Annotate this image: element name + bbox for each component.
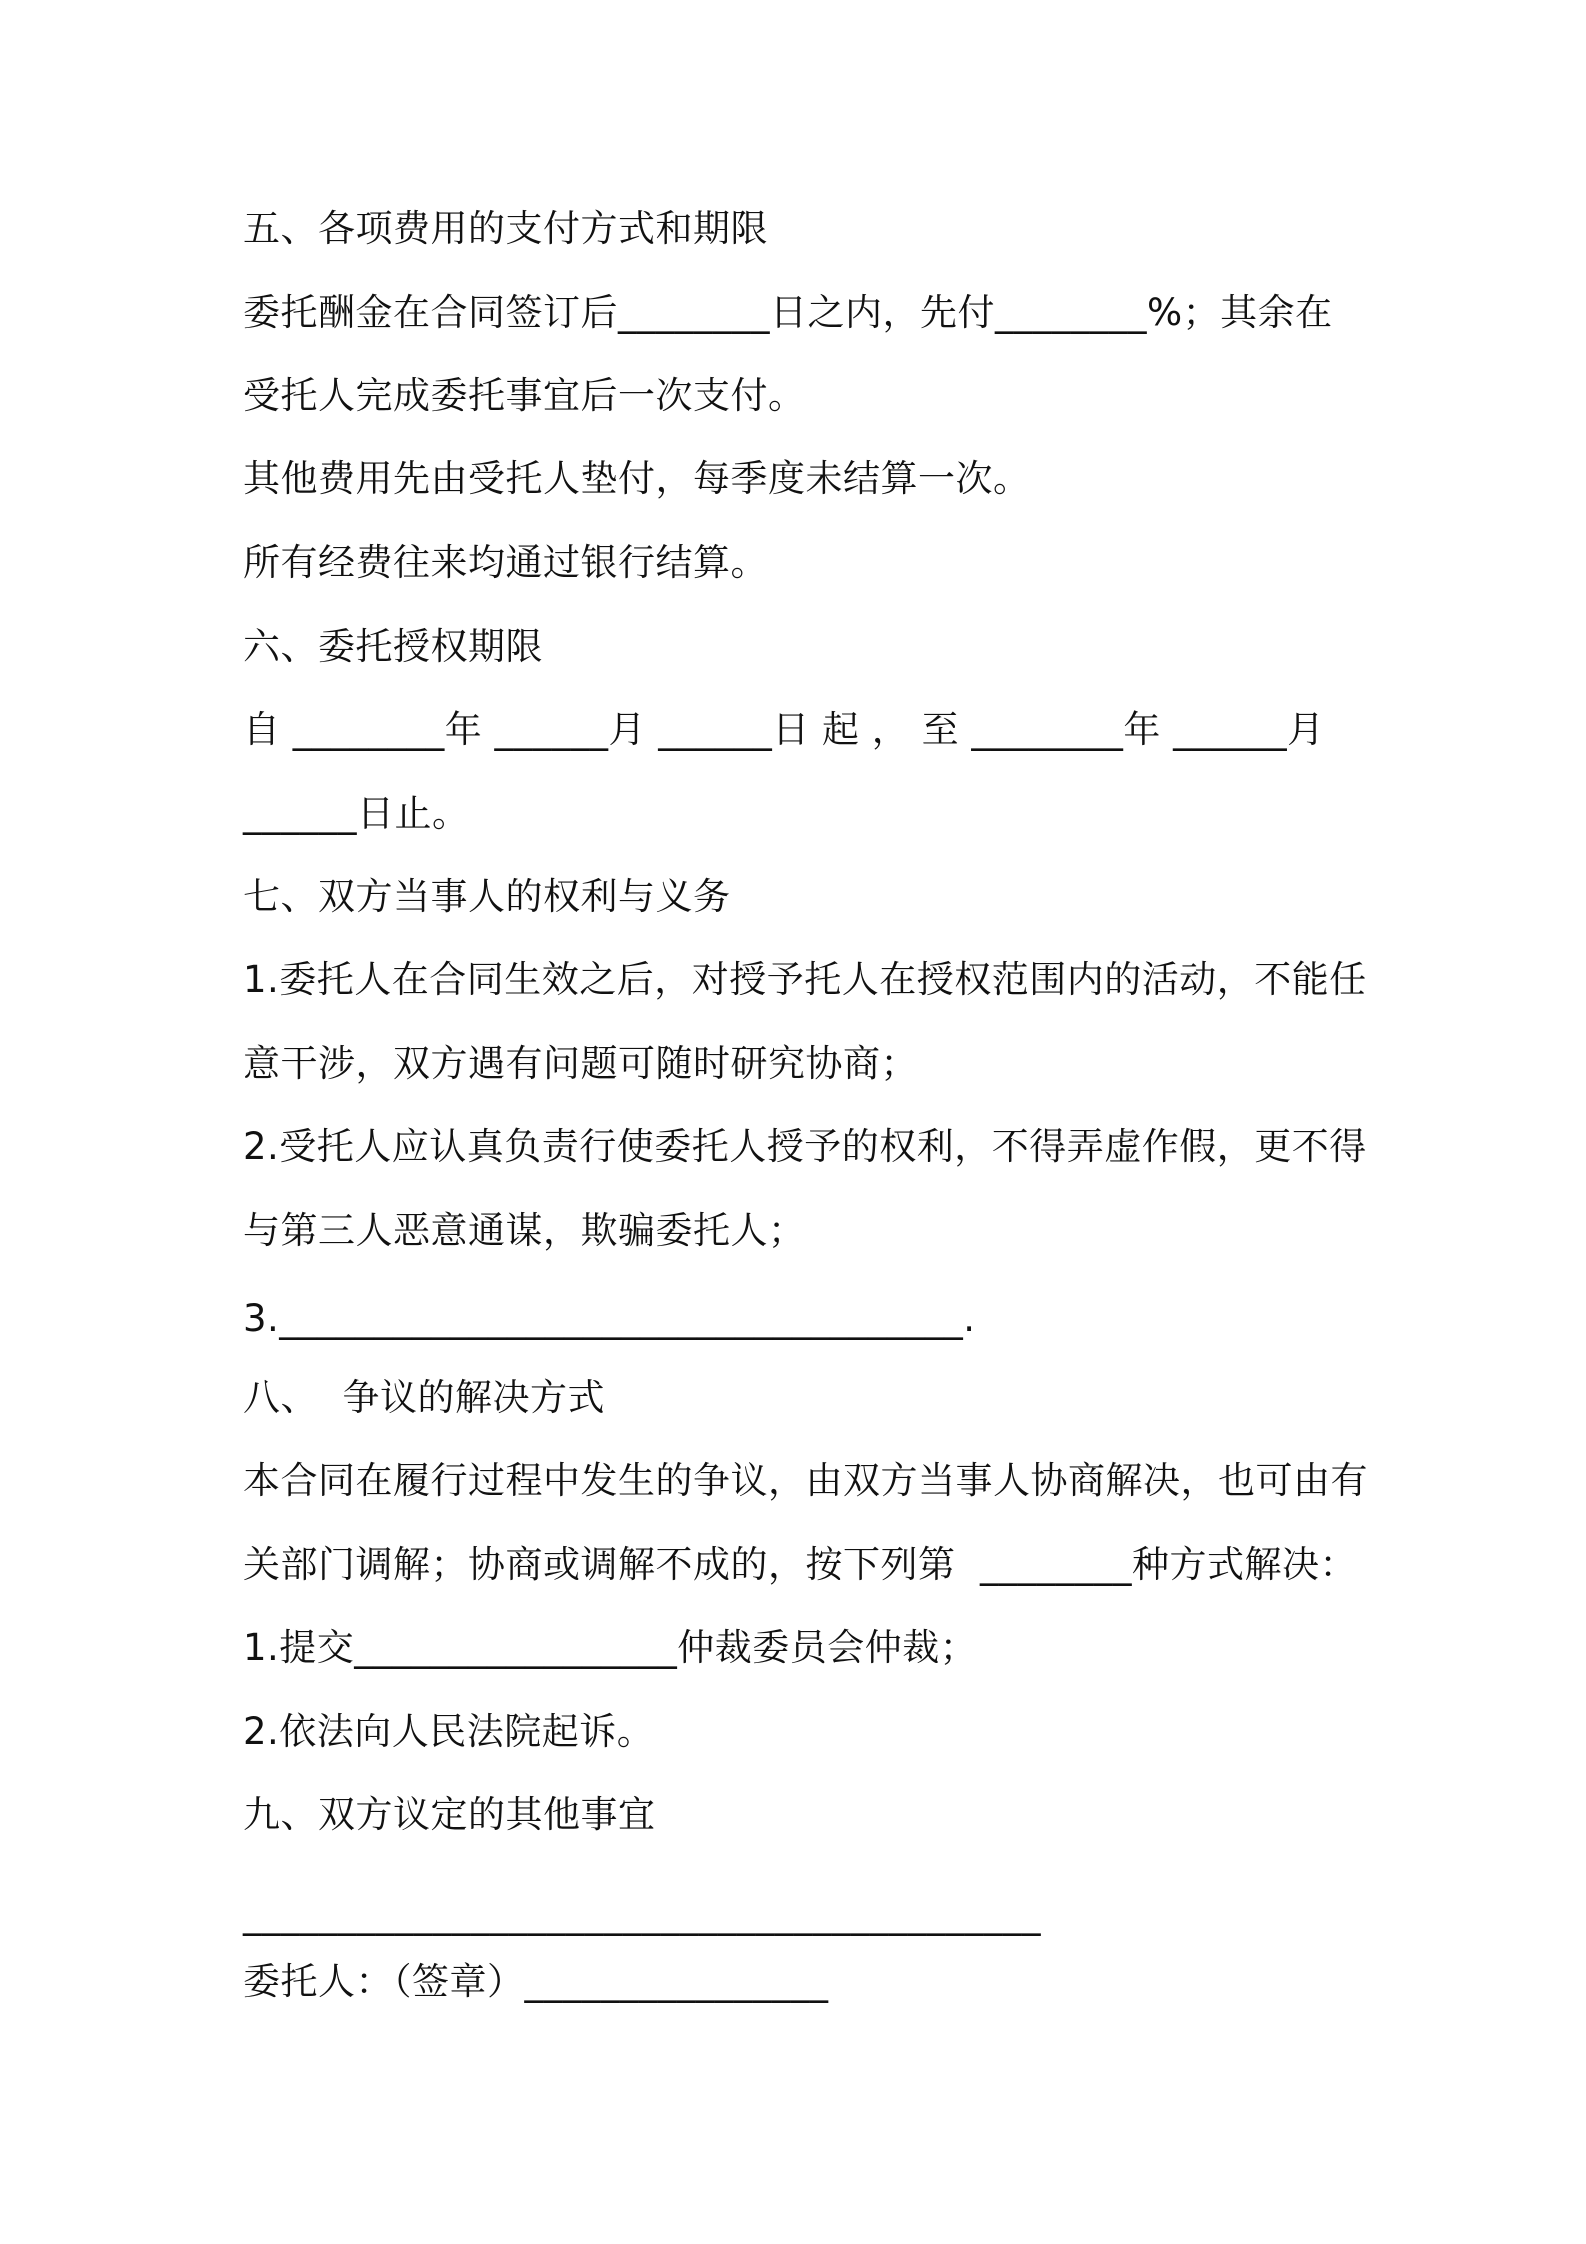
signature-line: 委托人：（签章）________________ (243, 1960, 829, 2003)
paragraph-line: 本合同在履行过程中发生的争议，由双方当事人协商解决，也可由有 (243, 1459, 1368, 1502)
paragraph-line: 受托人完成委托事宜后一次支付。 (243, 374, 806, 417)
paragraph-line: 所有经费往来均通过银行结算。 (243, 541, 768, 584)
section-6-heading: 六、委托授权期限 (243, 625, 543, 668)
paragraph-line: 意干涉，双方遇有问题可随时研究协商； (243, 1042, 918, 1085)
paragraph-line: 与第三人恶意通谋，欺骗委托人； (243, 1209, 806, 1252)
section-5-heading: 五、各项费用的支付方式和期限 (243, 207, 768, 250)
paragraph-line: 2.受托人应认真负责行使委托人授予的权利，不得弄虚作假，更不得 (243, 1125, 1367, 1168)
paragraph-line: 1.提交_________________仲裁委员会仲裁； (243, 1626, 978, 1669)
paragraph-line: 委托酬金在合同签订后________日之内，先付________%；其余在 (243, 291, 1333, 334)
paragraph-line: ______日止。 (243, 792, 470, 835)
section-9-heading: 九、双方议定的其他事宜 (243, 1793, 656, 1836)
paragraph-line: 自 ________年 ______月 ______日 起 ， 至 ________年 ______月 (243, 708, 1325, 751)
paragraph-line: 其他费用先由受托人垫付，每季度未结算一次。 (243, 457, 1031, 500)
blank-fill-line: __________________________________________ (243, 1893, 1041, 1936)
paragraph-line: 1.委托人在合同生效之后，对授予托人在授权范围内的活动，不能任 (243, 958, 1367, 1001)
section-8-heading: 八、 争议的解决方式 (243, 1376, 606, 1419)
paragraph-line: 2.依法向人民法院起诉。 (243, 1710, 655, 1753)
paragraph-line: 关部门调解；协商或调解不成的，按下列第 ________种方式解决： (243, 1543, 1358, 1586)
paragraph-line: 3.____________________________________. (243, 1297, 976, 1340)
section-7-heading: 七、双方当事人的权利与义务 (243, 875, 731, 918)
